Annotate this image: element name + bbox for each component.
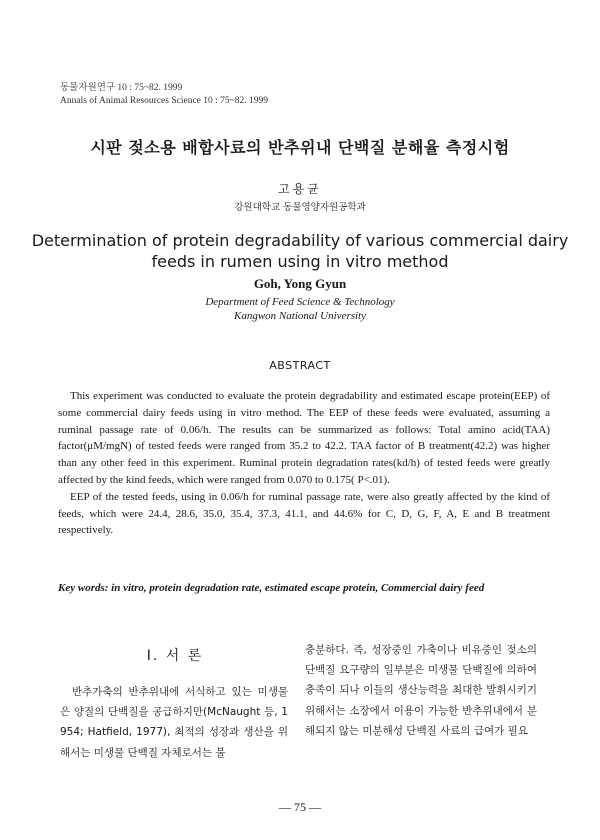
abstract-paragraph-1: This experiment was conducted to evaluate the protein degradability and estimated escape protein(EEP) of some commercial dairy feeds using in vitro method. The EEP of these feeds were evaluated, assuming a ruminal passage rate of 0.06/h. The results can be summarized as follows: Total amino acid(TAA) factor(μM/mgN) of tested feeds were ranged from 35.2 to 42.2. TAA factor of B treatment(42.2) was higher than any other feed in this experiment. Ruminal protein degradation rates(kd/h) of tested feeds were greatly affected by the kind feeds, which were ranged from 0.070 to 0.175( P<.01). [58,390,550,486]
journal-header [60,82,268,108]
body-column-left [60,682,288,763]
journal-citation-ko: 동물자원연구 10 : 75~82. 1999 [60,83,183,93]
author-korean: 고용균 [278,182,322,196]
abstract-paragraph-2: EEP of the tested feeds, using in 0.06/h for ruminal passage rate, were also greatly affected by the kind of feeds, which were 24.4, 28.6, 35.0, 35.4, 37.3, 41.1, and 44.6% for C, D, G, F, A, E and B treatment respectively. [58,490,550,537]
affiliation-korean: 강원대학교 동물영양자원공학과 [234,202,366,213]
abstract-body [58,388,550,539]
affiliation-english-line2: Kangwon National University [234,310,366,322]
body-paragraph-left: 반추가축의 반추위내에 서식하고 있는 미생물은 양질의 단백질을 공급하지만(McNaught 등, 1954; Hatfield, 1977), 최적의 성장과 생산을 위해서는 미생물 단백질 자체로서는 불 [60,686,288,759]
title-english-line1: Determination of protein degradability of various commercial dairy [31,231,569,250]
body-paragraph-right: 충분하다. 즉, 성장중인 가축이나 비유중인 젖소의 단백질 요구량의 일부분은 미생물 단백질에 의하여 충족이 되나 이들의 생산능력을 최대한 발휘시키기 위해서는 소장에서 이용이 가능한 반추위내에서 분해되지 않는 미분해성 단백질 사료의 급여가 필요 [305,644,537,737]
page-number: — 75 — [279,800,321,814]
abstract-heading: ABSTRACT [269,359,331,372]
author-english: Goh, Yong Gyun [253,276,347,291]
affiliation-english-line1: Department of Feed Science & Technology [205,296,395,308]
journal-citation-en: Annals of Animal Resources Science 10 : 75~82. 1999 [60,96,269,106]
body-column-right [305,640,537,741]
section-heading-introduction: Ⅰ. 서 론 [146,648,204,664]
title-english [30,230,570,272]
keywords: Key words: in vitro, protein degradation rate, estimated escape protein, Commercial dairy feed [58,582,485,594]
title-english-line2: feeds in rumen using in vitro method [151,252,449,271]
affiliation-english [0,295,600,323]
title-korean: 시판 젖소용 배합사료의 반추위내 단백질 분해율 측정시험 [90,138,510,157]
